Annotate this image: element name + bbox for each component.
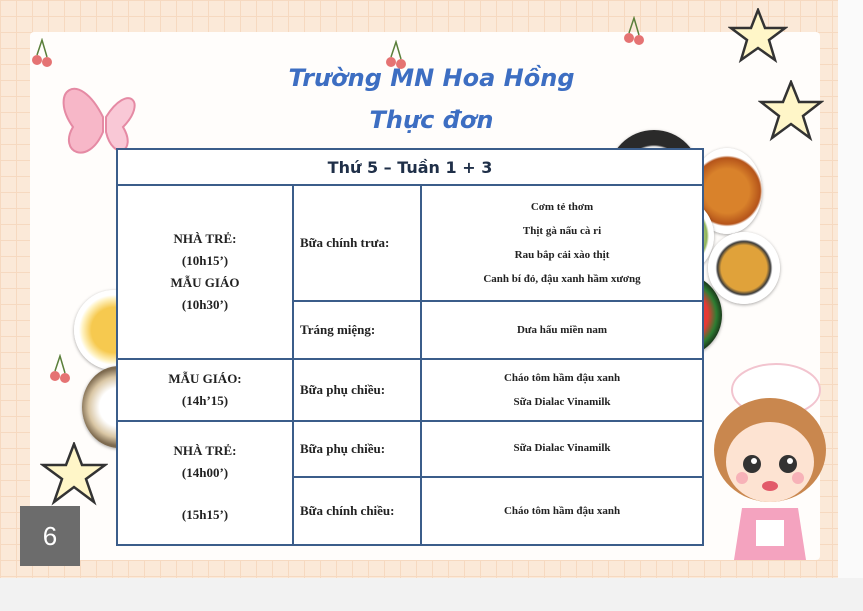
food-cell — [421, 185, 703, 301]
food-item: Dưa hấu miền nam — [421, 301, 703, 359]
group-cell — [117, 359, 293, 421]
group-time: (15h15’) — [181, 507, 229, 522]
group-time: (10h30’) — [181, 297, 229, 312]
pumpkin-soup-image — [708, 232, 780, 304]
food-item: Thịt gà nấu cà ri — [522, 225, 602, 237]
group-time: (10h15’) — [181, 253, 229, 268]
food-item: Rau bắp cải xào thịt — [514, 249, 610, 261]
group-time: (14h’15) — [181, 393, 229, 408]
cherry-icon — [48, 354, 72, 384]
food-item: Sữa Dialac Vinamilk — [421, 421, 703, 477]
page-title: Thực đơn — [369, 106, 494, 134]
group-cell — [117, 421, 293, 545]
school-name: Trường MN Hoa Hồng — [288, 64, 575, 92]
table-row — [117, 421, 703, 477]
food-item: Canh bí đỏ, đậu xanh hầm xương — [483, 273, 641, 285]
meal-label: Bữa phụ chiều: — [293, 421, 421, 477]
spacer — [118, 484, 292, 504]
group-time: (14h00’) — [181, 465, 229, 480]
chef-girl-illustration — [702, 360, 838, 570]
food-item: Cơm tẻ thơm — [530, 201, 594, 213]
food-item: Cháo tôm hầm đậu xanh — [421, 477, 703, 545]
day-header: Thứ 5 – Tuần 1 + 3 — [117, 149, 703, 185]
food-item: Sữa Dialac Vinamilk — [513, 396, 611, 408]
table-row — [117, 185, 703, 301]
meal-label: Tráng miệng: — [293, 301, 421, 359]
group-cell — [117, 185, 293, 359]
group-label: MẪU GIÁO: — [168, 371, 242, 386]
meal-label: Bữa chính chiều: — [293, 477, 421, 545]
table-row — [117, 359, 703, 421]
bottom-edge — [0, 578, 863, 611]
cherry-icon — [622, 16, 646, 46]
meal-label: Bữa phụ chiều: — [293, 359, 421, 421]
food-item: Cháo tôm hầm đậu xanh — [503, 372, 621, 384]
group-label: MẪU GIÁO — [170, 275, 240, 290]
star-icon — [40, 442, 108, 506]
group-label: NHÀ TRẺ: — [173, 231, 237, 246]
meal-label: Bữa chính trưa: — [293, 185, 421, 301]
food-cell — [421, 359, 703, 421]
group-label: NHÀ TRẺ: — [173, 443, 237, 458]
star-icon — [728, 8, 788, 63]
menu-table — [116, 148, 704, 546]
slide-number: 6 — [20, 506, 80, 566]
